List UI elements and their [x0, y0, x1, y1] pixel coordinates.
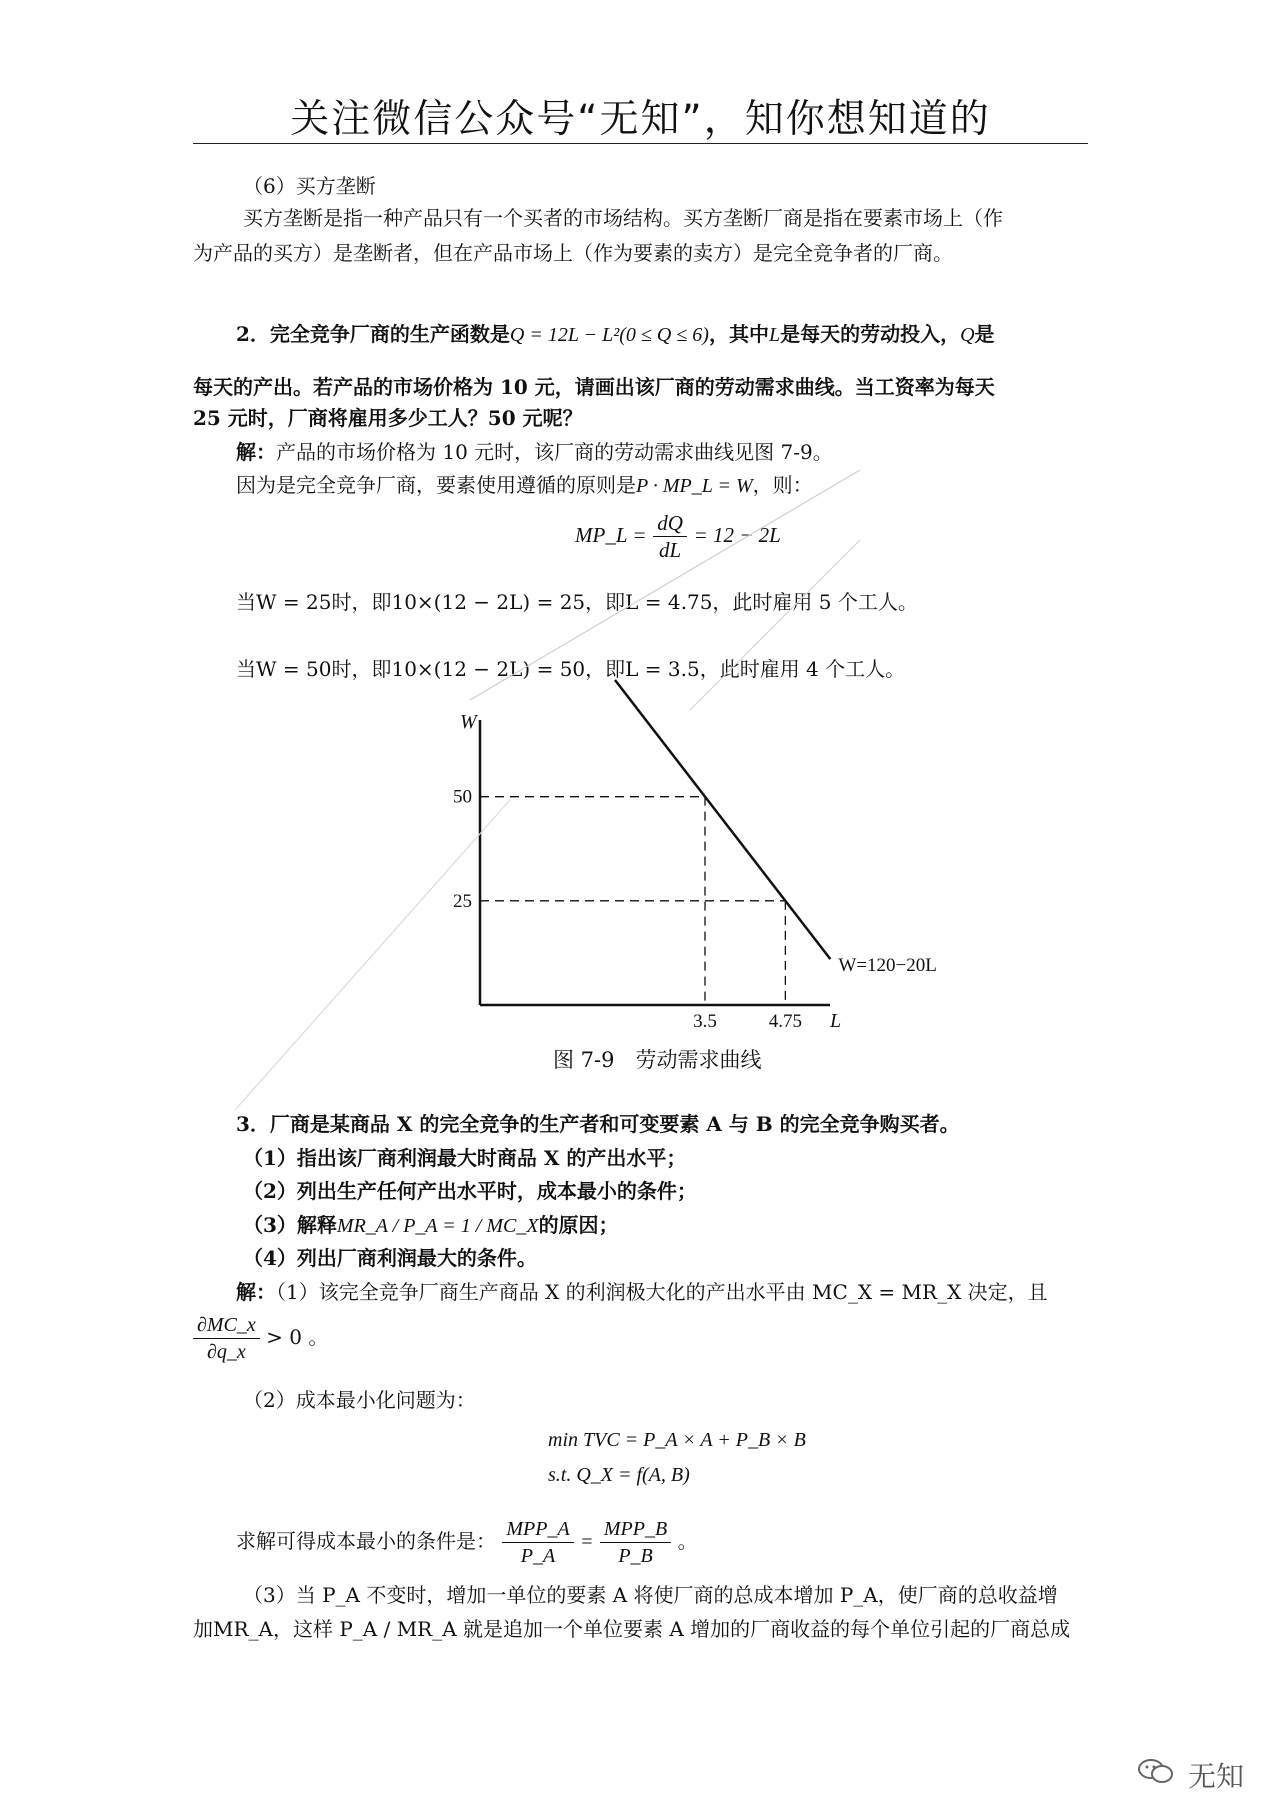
- q3-item2: （2）列出生产任何产出水平时，成本最小的条件；: [243, 1179, 697, 1203]
- page-header-title: 关注微信公众号“无知”，知你想知道的: [290, 97, 991, 142]
- q3-solution-2: （2）成本最小化问题为：: [243, 1388, 476, 1412]
- x-tick-label: 4.75: [768, 1011, 802, 1032]
- figure-caption: 图 7-9 劳动需求曲线: [553, 1048, 762, 1072]
- q3-solution-3-line1: （3）当 P_A 不变时，增加一单位的要素 A 将使厂商的总成本增加 P_A，使厂商的总收益增: [243, 1583, 1058, 1607]
- cost-min-condition: 求解可得成本最小的条件是： $\frac{\text{MPP\_A}}{P\_A}$ = $\frac{\text{MPP\_B}}{P\_B}$ 。: [236, 1518, 698, 1567]
- watermark-text: 无知: [1187, 1760, 1244, 1793]
- y-tick-label: 25: [453, 890, 472, 912]
- section6-body-line1: 买方垄断是指一种产品只有一个买者的市场结构。买方垄断厂商是指在要素市场上（作: [243, 206, 1003, 230]
- min-tvc-line: min TVC = P_A × A + P_B × B: [548, 1429, 806, 1451]
- q3-solution-3-line2: 加MR_A，这样 P_A / MR_A 就是追加一个单位要素 A 增加的厂商收益的每个单位引起的厂商总成: [193, 1617, 1071, 1641]
- x-tick-label: 3.5: [693, 1011, 717, 1032]
- q2-solution-line2: 因为是完全竞争厂商，要素使用遵循的原则是P · MP_L = W，则：: [236, 473, 813, 497]
- q3-item1: （1）指出该厂商利润最大时商品 X 的产出水平；: [243, 1146, 687, 1170]
- q2-line1: 2．完全竞争厂商的生产函数是Q = 12L − L²(0 ≤ Q ≤ 6)，其中L是每天的劳动投入，Q是: [236, 322, 995, 346]
- q3-item3: （3）解释MR_A / P_A = 1 / MC_X的原因；: [243, 1213, 619, 1237]
- section6-heading: （6）买方垄断: [243, 174, 376, 198]
- q2-line3: 25 元时，厂商将雇用多少工人？50 元呢？: [193, 406, 583, 430]
- section6-body-line2: 为产品的买方）是垄断者，但在产品市场上（作为要素的卖方）是完全竞争者的厂商。: [193, 241, 953, 265]
- q2-line2: 每天的产出。若产品的市场价格为 10 元，请画出该厂商的劳动需求曲线。当工资率为每天: [193, 375, 995, 399]
- mpl-equation: MP_L = $\frac{dQ}{dL}$ = 12 − 2L: [575, 511, 781, 562]
- q3-solution-1: 解：（1）该完全竞争厂商生产商品 X 的利润极大化的产出水平由 MC_X = MR_X 决定，且: [236, 1280, 1048, 1304]
- case-w50: 当W = 50时，即10×(12 − 2L) = 50，即L = 3.5，此时雇用 4 个工人。: [236, 657, 906, 681]
- q3-line1: 3．厂商是某商品 X 的完全竞争的生产者和可变要素 A 与 B 的完全竞争购买者。: [236, 1112, 960, 1136]
- q3-item4: （4）列出厂商利润最大的条件。: [243, 1246, 537, 1270]
- y-axis-label: W: [460, 711, 477, 733]
- q3-partial-derivative: $\frac{\partial MC\_x}{\partial q\_x}$ > 0 。: [193, 1312, 328, 1365]
- case-w25: 当W = 25时，即10×(12 − 2L) = 25，即L = 4.75，此时雇用 5 个工人。: [236, 590, 918, 614]
- x-axis-label: L: [830, 1010, 842, 1032]
- q2-solution-line1: 解：产品的市场价格为 10 元时，该厂商的劳动需求曲线见图 7-9。: [236, 440, 833, 464]
- y-tick-label: 50: [453, 786, 472, 808]
- curve-label: W=120−20L: [838, 955, 937, 977]
- constraint-line: s.t. Q_X = f(A, B): [548, 1464, 690, 1486]
- wechat-icon: [1136, 1756, 1176, 1786]
